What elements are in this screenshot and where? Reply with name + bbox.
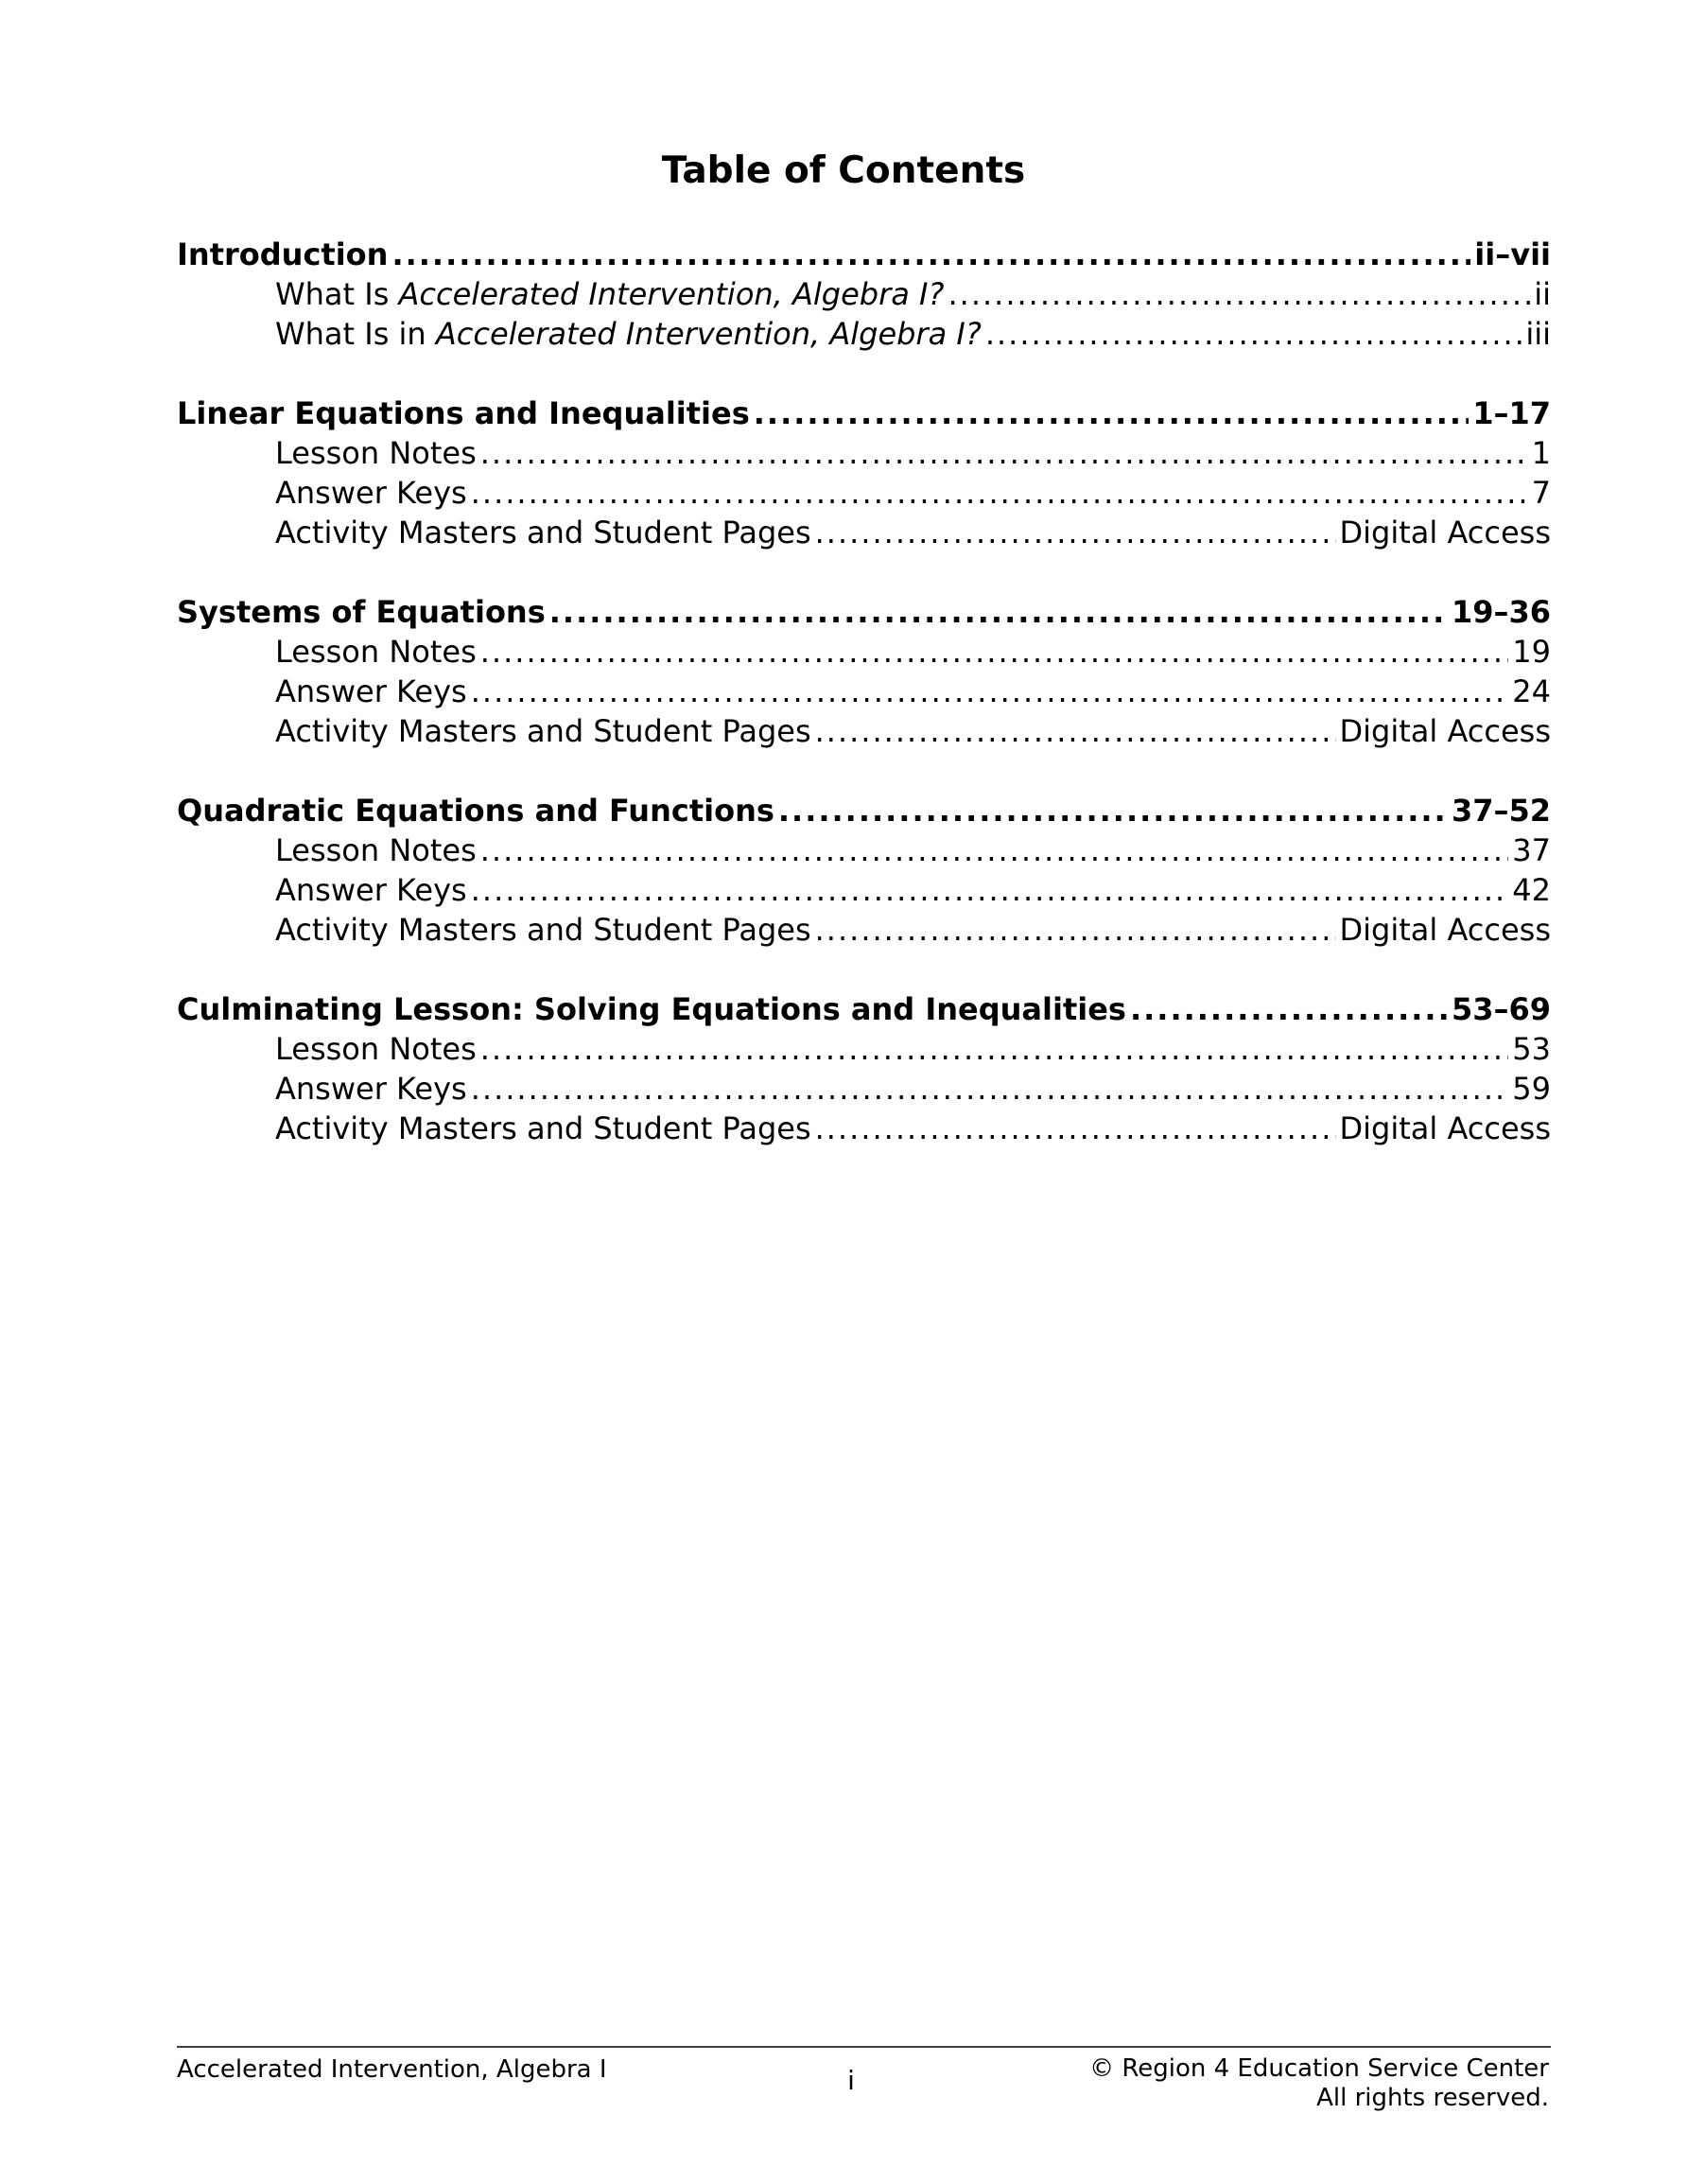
toc-entry-row[interactable] [177,830,1551,870]
footer-copyright-line: © Region 4 Education Service Center [1089,2054,1549,2083]
page-title: Table of Contents [661,149,1026,192]
toc-entry-label: Lesson Notes [275,634,477,670]
toc-entry-label: Lesson Notes [275,832,477,868]
dot-leader [985,314,1522,354]
toc-heading-row[interactable] [177,791,1551,830]
toc-entry-row[interactable] [177,870,1551,910]
toc-section-culminating-lesson [177,989,1551,1148]
toc-entry-prefix: What Is in [275,316,436,352]
toc-entry-row[interactable] [177,910,1551,950]
toc-entry-label: Lesson Notes [275,1031,477,1067]
toc-entry-page: 1 [1531,435,1551,471]
toc-entry-page: 19 [1512,634,1551,670]
toc-entry-page: Digital Access [1339,1110,1551,1146]
toc-entry-page: ii [1534,276,1551,312]
toc-section-introduction [177,235,1551,354]
dot-leader [778,791,1448,830]
footer-divider [177,2046,1551,2048]
toc-entry-label [275,274,948,314]
toc-entry-row[interactable] [177,1069,1551,1109]
dot-leader [815,910,1336,950]
toc-entry-label [275,314,985,354]
toc-heading-row[interactable] [177,235,1551,274]
toc-entry-row[interactable] [177,1109,1551,1148]
toc-entry-row[interactable] [177,433,1551,473]
dot-leader [754,393,1469,433]
dot-leader [549,592,1448,632]
toc-entry-label: Answer Keys [275,872,467,908]
toc-section-quadratic-equations [177,791,1551,950]
toc-entry-page: Digital Access [1339,713,1551,749]
footer-book-title: Accelerated Intervention, Algebra I [177,2055,607,2084]
toc-heading-label: Culminating Lesson: Solving Equations and Inequalities [177,991,1126,1027]
toc-heading-label: Introduction [177,236,389,272]
dot-leader [471,870,1509,910]
footer-rights-line: All rights reserved. [1316,2084,1549,2112]
dot-leader [480,433,1528,473]
dot-leader [480,830,1509,870]
toc-entry-row[interactable] [177,711,1551,751]
footer-page-number: i [847,2065,855,2096]
toc-heading-row[interactable] [177,393,1551,433]
toc-entry-prefix: What Is [275,276,399,312]
toc-entry-label: Activity Masters and Student Pages [275,713,811,749]
toc-entry-row[interactable] [177,473,1551,513]
toc-entry-row[interactable] [177,513,1551,552]
toc-entry-label: Activity Masters and Student Pages [275,1110,811,1146]
toc-heading-pages: 19–36 [1451,594,1551,630]
toc-heading-row[interactable] [177,592,1551,632]
dot-leader [815,1109,1336,1148]
toc-heading-pages: ii–vii [1474,236,1551,272]
dot-leader [471,672,1509,711]
toc-section-systems-of-equations [177,592,1551,751]
toc-entry-page: 37 [1512,832,1551,868]
toc-entry-row[interactable] [177,672,1551,711]
dot-leader [815,513,1336,552]
dot-leader [471,1069,1509,1109]
toc-entry-row[interactable] [177,274,1551,314]
table-of-contents [177,235,1551,1188]
toc-heading-pages: 1–17 [1472,395,1551,431]
dot-leader [1130,989,1448,1029]
dot-leader [391,235,1470,274]
toc-heading-label: Systems of Equations [177,594,546,630]
toc-entry-italic-title: Accelerated Intervention, Algebra I? [435,316,982,352]
dot-leader [471,473,1528,513]
toc-entry-page: 59 [1512,1071,1551,1107]
toc-entry-row[interactable] [177,1029,1551,1069]
toc-heading-pages: 53–69 [1451,991,1551,1027]
dot-leader [815,711,1336,751]
toc-entry-label: Activity Masters and Student Pages [275,515,811,550]
toc-entry-row[interactable] [177,314,1551,354]
toc-entry-page: 42 [1512,872,1551,908]
toc-entry-label: Activity Masters and Student Pages [275,912,811,948]
toc-heading-row[interactable] [177,989,1551,1029]
toc-entry-page: 7 [1531,475,1551,511]
toc-heading-label: Linear Equations and Inequalities [177,395,750,431]
toc-entry-italic-title: Accelerated Intervention, Algebra I? [398,276,945,312]
toc-entry-label: Answer Keys [275,475,467,511]
toc-entry-page: Digital Access [1339,912,1551,948]
toc-heading-label: Quadratic Equations and Functions [177,793,774,829]
dot-leader [480,632,1509,672]
toc-entry-page: Digital Access [1339,515,1551,550]
toc-entry-page: 24 [1512,673,1551,709]
toc-entry-page: 53 [1512,1031,1551,1067]
dot-leader [948,274,1530,314]
footer-copyright [1089,2054,1549,2113]
toc-entry-label: Answer Keys [275,673,467,709]
toc-section-linear-equations [177,393,1551,552]
toc-entry-label: Answer Keys [275,1071,467,1107]
toc-heading-pages: 37–52 [1451,793,1551,829]
toc-entry-page: iii [1525,316,1551,352]
dot-leader [480,1029,1509,1069]
toc-entry-row[interactable] [177,632,1551,672]
toc-entry-label: Lesson Notes [275,435,477,471]
